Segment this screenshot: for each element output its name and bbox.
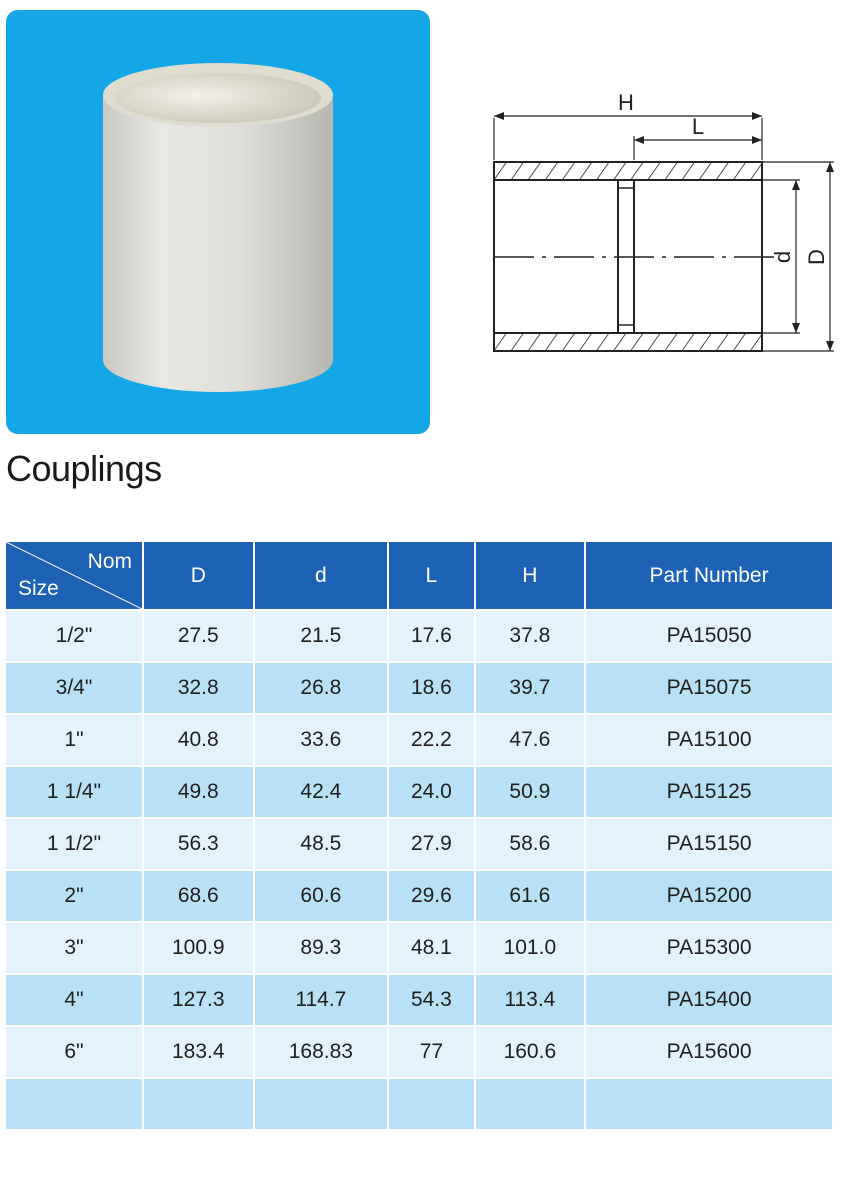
cell-h: 160.6 xyxy=(476,1027,585,1077)
dimension-label-l: L xyxy=(691,114,705,139)
header-cell-h: H xyxy=(476,542,585,609)
cell-d-outer: 49.8 xyxy=(144,767,253,817)
cell-size: 2" xyxy=(6,871,142,921)
empty-cell xyxy=(255,1079,388,1129)
cell-l: 24.0 xyxy=(389,767,473,817)
cell-l: 17.6 xyxy=(389,611,473,661)
cell-h: 113.4 xyxy=(476,975,585,1025)
cell-h: 39.7 xyxy=(476,663,585,713)
cell-l: 27.9 xyxy=(389,819,473,869)
table-row xyxy=(6,715,832,765)
cell-d-inner: 89.3 xyxy=(255,923,388,973)
cell-h: 50.9 xyxy=(476,767,585,817)
table-row-empty xyxy=(6,1079,832,1129)
product-title: Couplings xyxy=(6,448,162,489)
diagram-top-wall xyxy=(494,162,762,180)
table-row xyxy=(6,1027,832,1077)
header-cell-d-outer: D xyxy=(144,542,253,609)
empty-cell xyxy=(6,1079,142,1129)
cell-d-inner: 26.8 xyxy=(255,663,388,713)
cell-d-outer: 183.4 xyxy=(144,1027,253,1077)
cell-l: 29.6 xyxy=(389,871,473,921)
cell-part-number: PA15100 xyxy=(586,715,832,765)
cell-l: 48.1 xyxy=(389,923,473,973)
cell-h: 58.6 xyxy=(476,819,585,869)
empty-cell xyxy=(144,1079,253,1129)
table-row xyxy=(6,923,832,973)
empty-cell xyxy=(389,1079,473,1129)
cell-size: 1/2" xyxy=(6,611,142,661)
header-cell-l: L xyxy=(389,542,473,609)
cell-l: 77 xyxy=(389,1027,473,1077)
cell-d-outer: 127.3 xyxy=(144,975,253,1025)
cell-part-number: PA15150 xyxy=(586,819,832,869)
empty-cell xyxy=(476,1079,585,1129)
cell-size: 1" xyxy=(6,715,142,765)
cell-h: 61.6 xyxy=(476,871,585,921)
coupling-diagram xyxy=(478,80,844,370)
header-corner-cell xyxy=(6,542,142,609)
header-cell-d-inner: d xyxy=(255,542,388,609)
cell-d-outer: 27.5 xyxy=(144,611,253,661)
cell-part-number: PA15200 xyxy=(586,871,832,921)
diagram-bottom-wall xyxy=(494,333,762,351)
cell-part-number: PA15400 xyxy=(586,975,832,1025)
cell-d-inner: 168.83 xyxy=(255,1027,388,1077)
table-row xyxy=(6,819,832,869)
product-photo-card xyxy=(6,10,430,434)
table-row xyxy=(6,871,832,921)
table-row xyxy=(6,611,832,661)
cell-size: 4" xyxy=(6,975,142,1025)
cell-l: 54.3 xyxy=(389,975,473,1025)
cell-h: 101.0 xyxy=(476,923,585,973)
cell-part-number: PA15600 xyxy=(586,1027,832,1077)
cell-d-inner: 42.4 xyxy=(255,767,388,817)
table-header-row xyxy=(6,542,832,609)
cell-h: 47.6 xyxy=(476,715,585,765)
cell-d-inner: 48.5 xyxy=(255,819,388,869)
cell-size: 1 1/2" xyxy=(6,819,142,869)
cell-part-number: PA15075 xyxy=(586,663,832,713)
cell-d-inner: 114.7 xyxy=(255,975,388,1025)
cell-d-outer: 40.8 xyxy=(144,715,253,765)
dimension-label-small-d: d xyxy=(770,250,795,264)
corner-label-size: Size xyxy=(18,577,59,600)
dimension-label-h: H xyxy=(618,90,634,115)
cell-part-number: PA15050 xyxy=(586,611,832,661)
cell-size: 1 1/4" xyxy=(6,767,142,817)
table-row xyxy=(6,663,832,713)
coupling-photo xyxy=(6,10,430,434)
cell-l: 22.2 xyxy=(389,715,473,765)
cell-d-outer: 68.6 xyxy=(144,871,253,921)
dimension-label-big-d: D xyxy=(804,249,829,265)
cell-h: 37.8 xyxy=(476,611,585,661)
cell-part-number: PA15300 xyxy=(586,923,832,973)
cell-d-inner: 21.5 xyxy=(255,611,388,661)
corner-label-nom: Nom xyxy=(87,550,132,573)
cell-d-inner: 60.6 xyxy=(255,871,388,921)
table-row xyxy=(6,767,832,817)
cell-d-outer: 32.8 xyxy=(144,663,253,713)
cell-d-inner: 33.6 xyxy=(255,715,388,765)
cell-size: 3/4" xyxy=(6,663,142,713)
cell-d-outer: 100.9 xyxy=(144,923,253,973)
cell-d-outer: 56.3 xyxy=(144,819,253,869)
header-cell-part-number: Part Number xyxy=(586,542,832,609)
cell-l: 18.6 xyxy=(389,663,473,713)
table-row xyxy=(6,975,832,1025)
cell-size: 3" xyxy=(6,923,142,973)
cell-part-number: PA15125 xyxy=(586,767,832,817)
empty-cell xyxy=(586,1079,832,1129)
spec-table xyxy=(4,540,834,1131)
cell-size: 6" xyxy=(6,1027,142,1077)
